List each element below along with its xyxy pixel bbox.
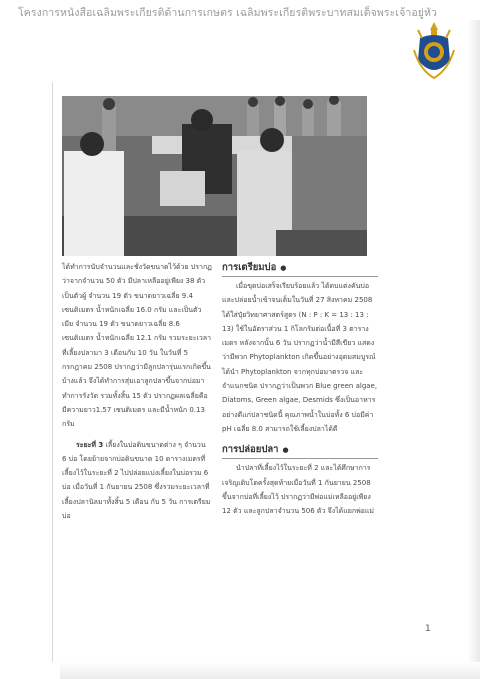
left-paragraph-1: ได้ทำการนับจำนวนและชั่งวัดขนาดไว้ด้วย ปรากฏว่าจากจำนวน 50 ตัว มีปลาเหลืออยู่เพียง 38 ตัว เป็นตัวผู้ จำนวน 19 ตัว ขนาดยาวเฉลี่ย 9.4 เซนติเมตร น้ำหนักเฉลี่ย 16.0 กรัม และเป็นตัวเมีย จำนวน 19 ตัว ขนาดยาวเฉลี่ย 8.6 เซนติเมตร น้ำหนักเฉลี่ย 12.1 กรัม รวมระยะเวลาที่เลี้ยงปลามา 3 เดือนกับ 10 วัน ในวันที่ 5 กรกฎาคม 2508 ปรากฏว่ามีลูกปลารุ่นแรกเกิดขึ้นบ้างแล้ว จึงได้ทำการสุ่มเอาลูกปลาขึ้นจากบ่อมาทำการรังวัด รวมทั้งสิ้น 15 ตัว ปรากฏผลเฉลี่ยคือ มีความยาว1.57 เซนติเมตร และมีน้ำหนัก 0.13 กรัม xyxy=(62,263,212,429)
section-title-fish-release: การปล่อยปลา ● xyxy=(222,444,289,456)
page-header xyxy=(0,0,480,22)
page-bottom-shadow xyxy=(60,662,480,679)
page-edge-shadow xyxy=(468,20,480,679)
book-series-title: โครงการหนังสือเฉลิมพระเกียรติด้านการเกษตร เฉลิมพระเกียรติพระบาทสมเด็จพระเจ้าอยู่หัว xyxy=(18,7,438,19)
section-divider xyxy=(222,276,378,277)
section-title-pond-preparation: การเตรียมบ่อ ● xyxy=(222,262,287,273)
royal-emblem-icon xyxy=(410,20,458,82)
page-number: 1 xyxy=(425,624,431,634)
pond-preparation-text: เมื่อขุดบ่อเสร็จเรียบร้อยแล้ว ได้ตบแต่งคันบ่อและปล่อยน้ำเข้าจนเต็มในวันที่ 27 สิงหาคม 2508 ได้ใส่ปุ๋ยวิทยาศาสตร์สูตร (N : P : K = 13 : 13 : 13) ใช้ในอัตราส่วน 1 กิโลกรัมต่อเนื้อที่ 3 ตารางเมตร หลังจากนั้น 6 วัน ปรากฏว่าน้ำมีสีเขียว แสดงว่ามีพวก Phytoplankton เกิดขึ้นอย่างอุดมสมบูรณ์ ได้นำ Phytoplankton จากทุกบ่อมาตรวจ และจำแนกชนิด ปรากฏว่าเป็นพวก Blue green algae, Diatoms, Green algae, Desmids ซึ่งเป็นอาหารอย่างดีแก่ปลาชนิดนี้ คุณภาพน้ำในบ่อทั้ง 6 บ่อมีค่า pH เฉลี่ย 8.0 สามารถใช้เลี้ยงปลาได้ดี xyxy=(222,282,378,433)
phase-3-lead: ระยะที่ 3 xyxy=(76,440,104,449)
right-column xyxy=(222,260,378,518)
bullet-icon: ● xyxy=(280,264,287,272)
fish-release-text: นำปลาที่เลี้ยงไว้ในระยะที่ 2 และได้ศึกษาการเจริญเติบโตครั้งสุดท้ายเมื่อวันที่ 1 กันยายน 2508 ขึ้นจากบ่อที่เลี้ยงไว้ ปรากฏว่ามีพ่อแม่เหลืออยู่เพียง 12 ตัว และลูกปลาจำนวน 506 ตัว จึงได้แยกพ่อแม่ xyxy=(222,464,375,516)
bullet-icon: ● xyxy=(282,446,289,455)
photo-scene-icon xyxy=(62,96,367,256)
phase-3-text: เลี้ยงในบ่อดินขนาดต่าง ๆ จำนวน 6 บ่อ โดยย้ายจากบ่อดินขนาด 10 ตารางเมตรที่เลี้ยงไว้ในระยะที่ 2 ไปปล่อยแบ่งเลี้ยงในบ่อรวม 6 บ่อ เมื่อวันที่ 1 กันยายน 2508 ซึ่งรวมระยะเวลาที่เลี้ยงปลานิลมาทั้งสิ้น 5 เดือน กับ 5 วัน การเตรียมบ่อ xyxy=(62,440,211,521)
historical-photo xyxy=(62,96,367,256)
left-column xyxy=(62,260,212,523)
left-paragraph-2 xyxy=(62,438,212,524)
section-divider xyxy=(222,458,378,459)
